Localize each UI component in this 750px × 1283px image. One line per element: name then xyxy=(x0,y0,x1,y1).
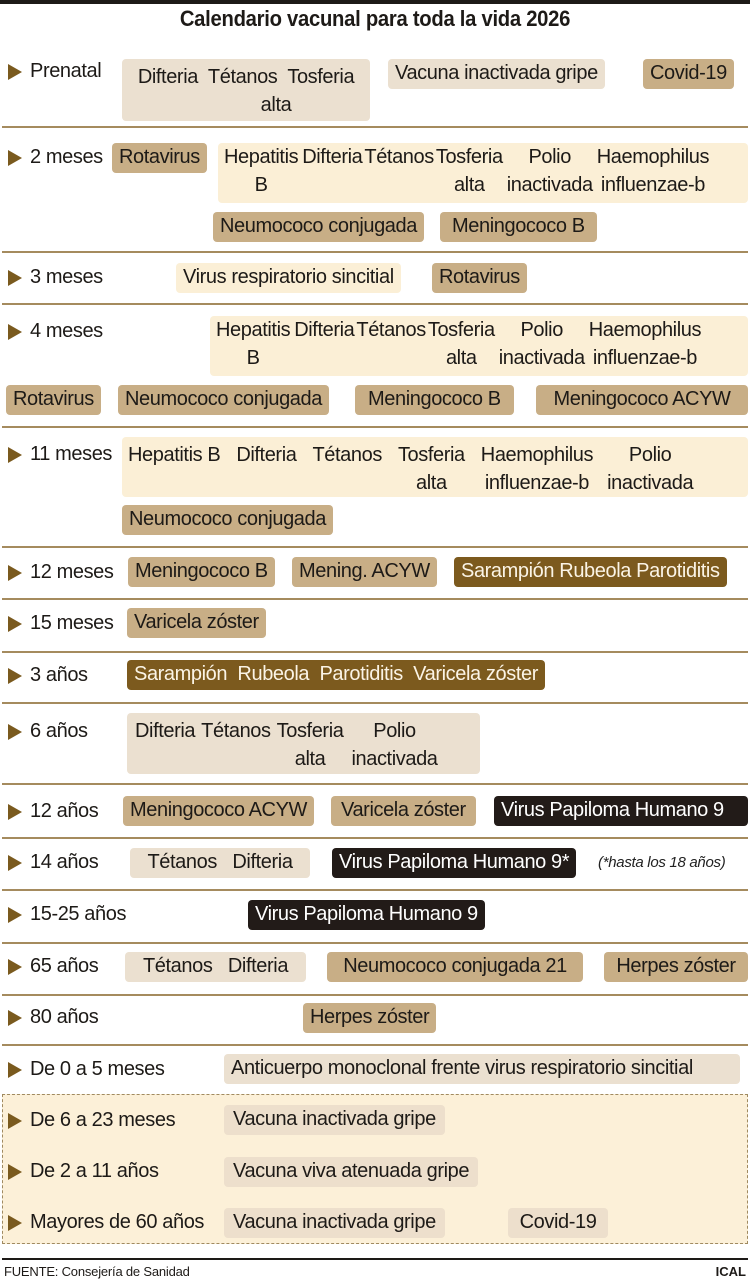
row-divider xyxy=(2,1044,748,1046)
vaccine-meningococo-b: Meningococo B xyxy=(440,212,597,242)
row-divider xyxy=(2,702,748,704)
row-divider xyxy=(2,783,748,785)
row-label-4-meses: 4 meses xyxy=(8,320,103,343)
arrow-icon xyxy=(8,616,22,632)
row-divider xyxy=(2,889,748,891)
vaccine-vph: Virus Papiloma Humano 9 xyxy=(494,796,748,826)
row-divider xyxy=(2,546,748,548)
vaccine-meningococo-acyw: Mening. ACYW xyxy=(292,557,437,587)
row-label-14-anos: 14 años xyxy=(8,851,98,874)
row-label-2-meses: 2 meses xyxy=(8,146,103,169)
vaccine-vph: Virus Papiloma Humano 9 xyxy=(248,900,485,930)
vaccine-neumococo: Neumococo conjugada xyxy=(122,505,333,535)
arrow-icon xyxy=(8,64,22,80)
row-label-15-25-anos: 15-25 años xyxy=(8,903,126,926)
agency-credit: ICAL xyxy=(715,1264,746,1279)
vaccine-td: Tétanos Difteria xyxy=(130,848,310,878)
row-divider xyxy=(2,426,748,428)
arrow-icon xyxy=(8,1164,22,1180)
row-divider xyxy=(2,994,748,996)
vaccine-vrs: Virus respiratorio sincitial xyxy=(176,263,401,293)
vaccine-triple-viral: Sarampión Rubeola Parotiditis xyxy=(454,557,727,587)
row-label-6-anos: 6 años xyxy=(8,720,88,743)
vaccine-neumococo: Neumococo conjugada xyxy=(118,385,329,415)
arrow-icon xyxy=(8,447,22,463)
vaccine-varicela: Varicela zóster xyxy=(331,796,476,826)
vaccine-herpes-zoster: Herpes zóster xyxy=(303,1003,436,1033)
vaccine-flu-inactivated: Vacuna inactivada gripe xyxy=(224,1105,445,1135)
vaccine-vph: Virus Papiloma Humano 9* xyxy=(332,848,576,878)
arrow-icon xyxy=(8,855,22,871)
row-divider xyxy=(2,651,748,653)
vaccine-meningococo-b: Meningococo B xyxy=(355,385,514,415)
vaccine-meningococo-acyw: Meningococo ACYW xyxy=(536,385,748,415)
footer-rule xyxy=(2,1258,748,1260)
arrow-icon xyxy=(8,1062,22,1078)
row-label-6-23-meses: De 6 a 23 meses xyxy=(8,1109,175,1132)
row-label-0-5-meses: De 0 a 5 meses xyxy=(8,1058,164,1081)
row-label-65-anos: 65 años xyxy=(8,955,98,978)
arrow-icon xyxy=(8,1010,22,1026)
row-label-12-meses: 12 meses xyxy=(8,561,114,584)
monoclonal-antibody-vrs: Anticuerpo monoclonal frente virus respiratorio sincitial xyxy=(224,1054,740,1084)
row-divider xyxy=(2,251,748,253)
vaccine-covid: Covid-19 xyxy=(508,1208,608,1238)
vaccine-neumococo: Neumococo conjugada xyxy=(213,212,424,242)
arrow-icon xyxy=(8,1215,22,1231)
row-divider xyxy=(2,598,748,600)
row-label-15-meses: 15 meses xyxy=(8,612,114,635)
vaccine-varicela: Varicela zóster xyxy=(127,608,266,638)
vaccine-flu-inactivated: Vacuna inactivada gripe xyxy=(388,59,605,89)
source-credit: FUENTE: Consejería de Sanidad xyxy=(4,1264,190,1279)
row-label-mayores-60: Mayores de 60 años xyxy=(8,1211,204,1234)
vaccine-covid: Covid-19 xyxy=(643,59,734,89)
vaccine-rotavirus: Rotavirus xyxy=(112,143,207,173)
vaccine-herpes-zoster: Herpes zóster xyxy=(604,952,748,982)
arrow-icon xyxy=(8,668,22,684)
vaccine-flu-inactivated: Vacuna inactivada gripe xyxy=(224,1208,445,1238)
row-label-3-meses: 3 meses xyxy=(8,266,103,289)
arrow-icon xyxy=(8,324,22,340)
row-label-12-anos: 12 años xyxy=(8,800,98,823)
vaccine-neumococo-21: Neumococo conjugada 21 xyxy=(327,952,583,982)
vph-footnote: (*hasta los 18 años) xyxy=(598,854,726,871)
vaccine-hexavalent: Hepatitis B Difteria Tétanos Tosferia alta Polio inactivada Haemophilus influenzae-b xyxy=(218,143,748,203)
row-label-2-11-anos: De 2 a 11 años xyxy=(8,1160,159,1183)
vaccine-hexavalent: Hepatitis B Difteria Tétanos Tosferia alta Haemophilus influenzae-b Polio inactivada xyxy=(122,437,748,497)
vaccine-hexavalent: Hepatitis B Difteria Tétanos Tosferia alta Polio inactivada Haemophilus influenzae-b xyxy=(210,316,748,376)
vaccine-td: Tétanos Difteria xyxy=(125,952,306,982)
arrow-icon xyxy=(8,724,22,740)
row-divider xyxy=(2,126,748,128)
vaccine-flu-live-attenuated: Vacuna viva atenuada gripe xyxy=(224,1157,478,1187)
arrow-icon xyxy=(8,270,22,286)
row-divider xyxy=(2,837,748,839)
arrow-icon xyxy=(8,150,22,166)
page-title: Calendario vacunal para toda la vida 2026 xyxy=(179,6,571,31)
row-label-80-anos: 80 años xyxy=(8,1006,98,1029)
arrow-icon xyxy=(8,804,22,820)
arrow-icon xyxy=(8,565,22,581)
row-label-11-meses: 11 meses xyxy=(8,443,112,466)
vaccine-meningococo-b: Meningococo B xyxy=(128,557,275,587)
arrow-icon xyxy=(8,907,22,923)
arrow-icon xyxy=(8,1113,22,1129)
vaccine-dtpa-polio: Difteria Tétanos Tosferia alta Polio inactivada xyxy=(127,713,480,774)
row-divider xyxy=(2,303,748,305)
vaccine-tetravirica: Sarampión Rubeola Parotiditis Varicela zóster xyxy=(127,660,545,690)
vaccine-meningococo-acyw: Meningococo ACYW xyxy=(123,796,314,826)
row-divider xyxy=(2,942,748,944)
vaccine-dtpa: Difteria Tétanos Tosferia alta xyxy=(122,59,370,121)
vaccine-rotavirus: Rotavirus xyxy=(432,263,527,293)
row-label-prenatal: Prenatal xyxy=(8,60,101,83)
row-label-3-anos: 3 años xyxy=(8,664,88,687)
top-rule xyxy=(0,0,750,4)
vaccine-rotavirus: Rotavirus xyxy=(6,385,101,415)
arrow-icon xyxy=(8,959,22,975)
